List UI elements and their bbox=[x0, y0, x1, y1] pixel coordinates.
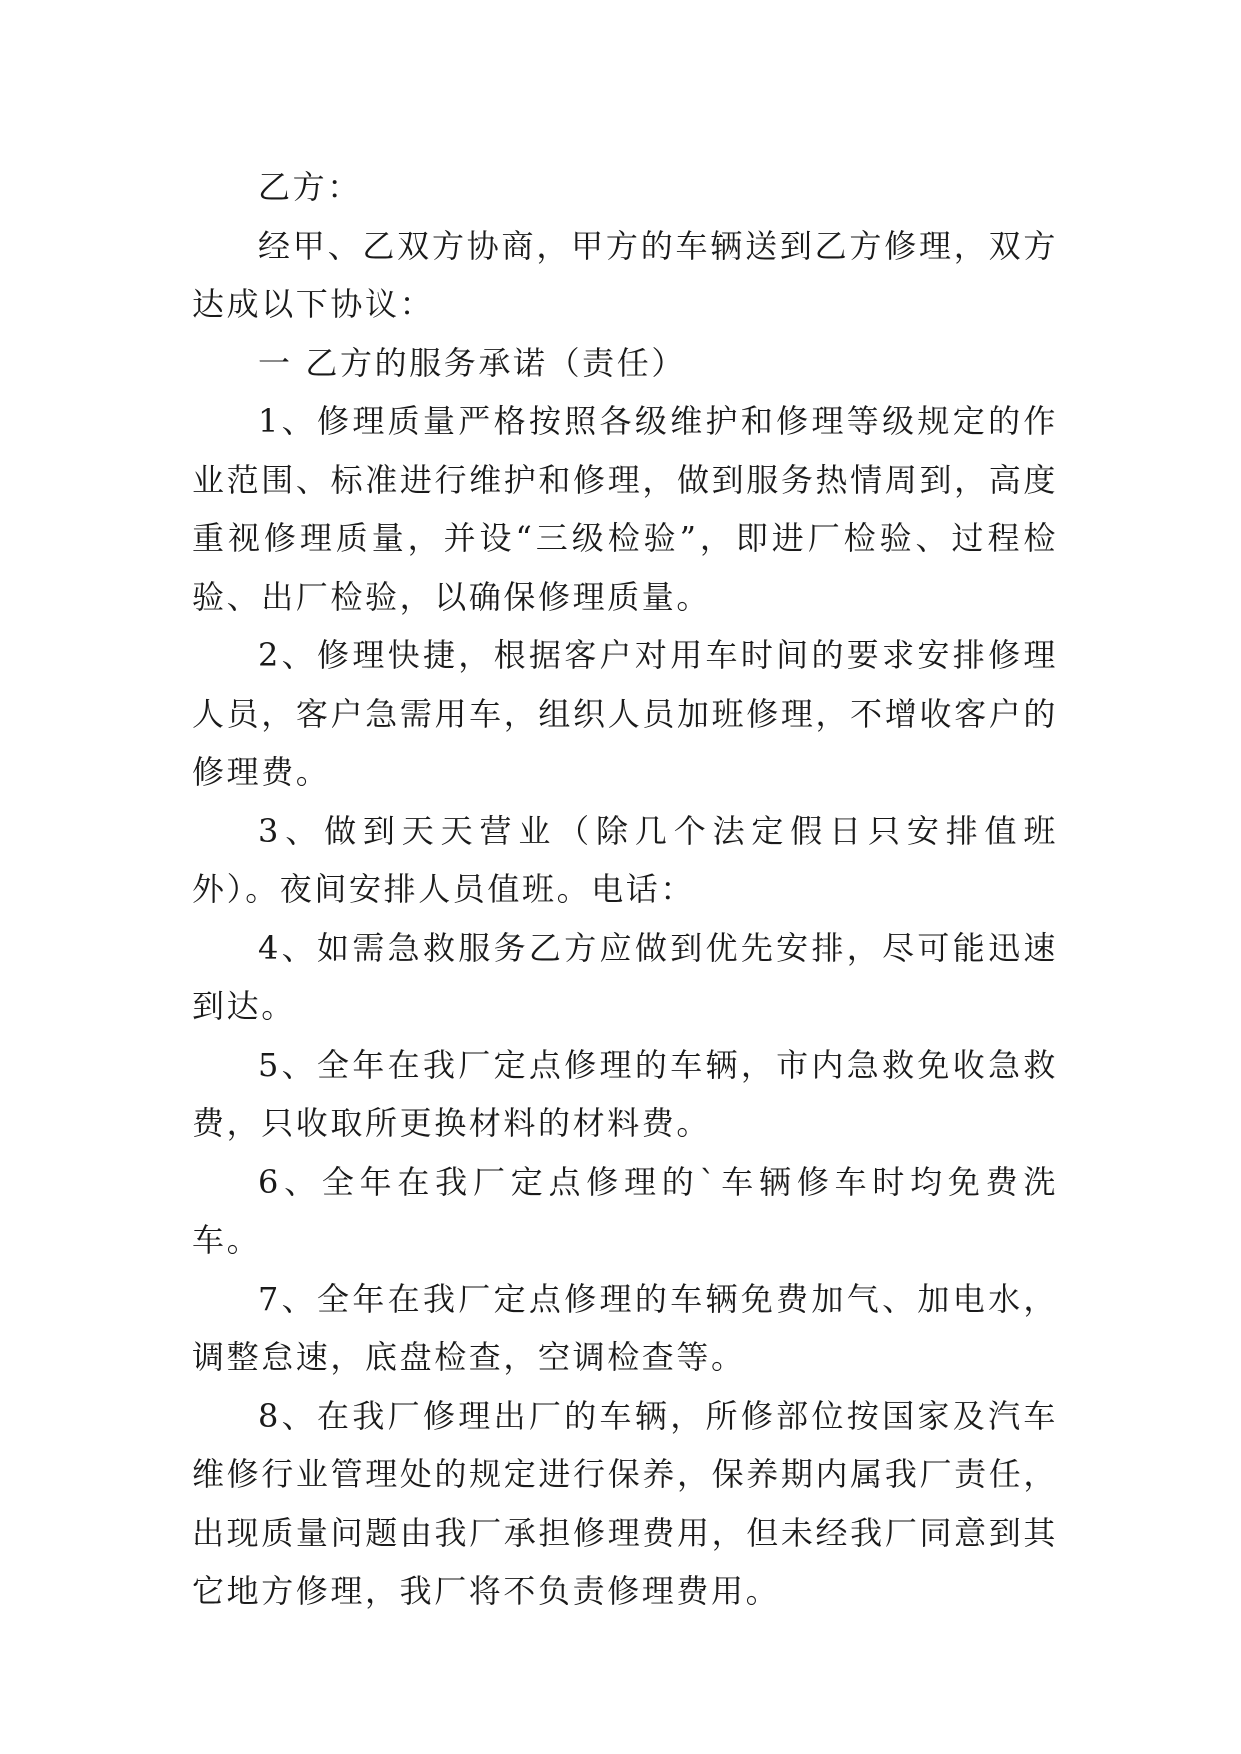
clause-6: 6、全年在我厂定点修理的`车辆修车时均免费洗车。 bbox=[192, 1162, 1058, 1259]
clause-7: 7、全年在我厂定点修理的车辆免费加气、加电水，调整怠速，底盘检查，空调检查等。 bbox=[192, 1279, 1058, 1376]
clause-1: 1、修理质量严格按照各级维护和修理等级规定的作业范围、标准进行维护和修理，做到服务热情周到，高度重视修理质量，并设“三级检验”，即进厂检验、过程检验、出厂检验，以确保修理质量。 bbox=[192, 402, 1058, 616]
party-b-line: 乙方： bbox=[258, 168, 362, 206]
clause-2: 2、修理快捷，根据客户对用车时间的要求安排修理人员，客户急需用车，组织人员加班修理，不增收客户的修理费。 bbox=[192, 636, 1058, 791]
section-heading: 一 乙方的服务承诺（责任） bbox=[258, 343, 686, 382]
clause-5: 5、全年在我厂定点修理的车辆，市内急救免收急救费，只收取所更换材料的材料费。 bbox=[192, 1045, 1058, 1142]
clause-8: 8、在我厂修理出厂的车辆，所修部位按国家及汽车维修行业管理处的规定进行保养，保养期内属我厂责任，出现质量问题由我厂承担修理费用，但未经我厂同意到其它地方修理，我厂将不负责修理费用。 bbox=[192, 1396, 1058, 1610]
clause-3: 3、做到天天营业（除几个法定假日只安排值班外）。夜间安排人员值班。电话： bbox=[192, 811, 1058, 908]
document-body bbox=[192, 158, 1058, 1621]
clause-4: 4、如需急救服务乙方应做到优先安排，尽可能迅速到达。 bbox=[192, 928, 1058, 1025]
agreement-intro-paragraph: 经甲、乙双方协商，甲方的车辆送到乙方修理，双方达成以下协议： bbox=[192, 226, 1058, 323]
